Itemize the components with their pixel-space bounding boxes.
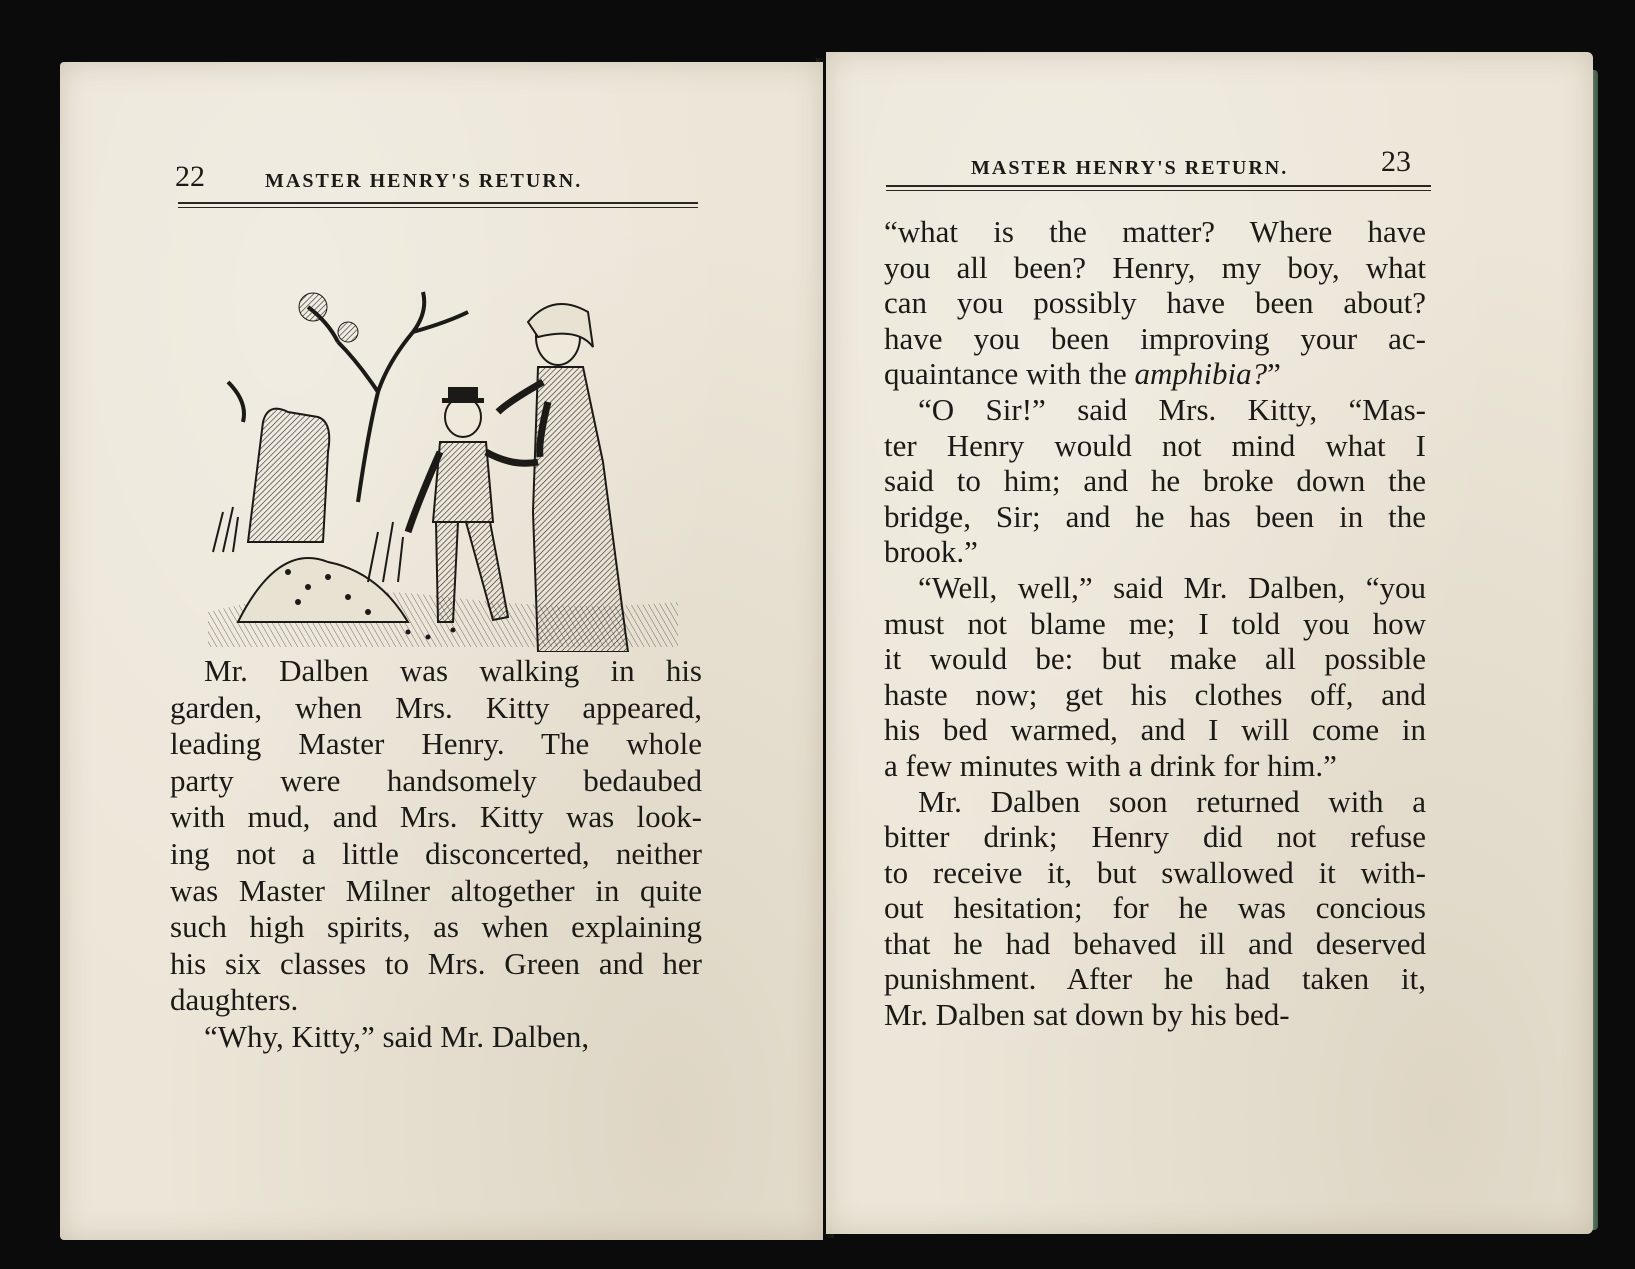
- text-line: his bed warmed, and I will come in: [884, 712, 1426, 748]
- text-line: “Well, well,” said Mr. Dalben, “you: [918, 569, 1426, 605]
- text-line: ter Henry would not mind what I: [884, 427, 1426, 463]
- paragraph-2: [170, 1019, 702, 1056]
- text-line: daughters.: [170, 982, 299, 1018]
- text-line: have you been improving your ac-: [884, 320, 1426, 356]
- text-line: with mud, and Mrs. Kitty was look-: [170, 799, 702, 835]
- right-page: [826, 52, 1593, 1234]
- text-line: bitter drink; Henry did not refuse: [884, 819, 1426, 855]
- running-title-right: MASTER HENRY'S RETURN.: [971, 157, 1289, 179]
- text-line: brook.”: [884, 534, 978, 570]
- text-line: garden, when Mrs. Kitty appeared,: [170, 689, 702, 725]
- italic-word: amphibia?: [1134, 356, 1268, 392]
- text-line: leading Master Henry. The whole: [170, 726, 702, 762]
- text-line: “what is the matter? Where have: [884, 214, 1426, 249]
- right-page-text: [884, 214, 1426, 1033]
- text-line: his six classes to Mrs. Green and her: [170, 945, 702, 981]
- text-line: out hesitation; for he was concious: [884, 890, 1426, 926]
- text-line: “O Sir!” said Mrs. Kitty, “Mas-: [918, 391, 1426, 427]
- text-line: ing not a little disconcerted, neither: [170, 835, 702, 871]
- text-line: that he had behaved ill and deserved: [884, 925, 1426, 961]
- text-line: Mr. Dalben was walking in his: [204, 653, 702, 688]
- header-rule-left: [178, 202, 698, 208]
- text-line: to receive it, but swallowed it with-: [884, 854, 1426, 890]
- woodcut-illustration: [208, 252, 678, 652]
- text-line: must not blame me; I told you how: [884, 605, 1426, 641]
- text-line: party were handsomely bedaubed: [170, 762, 702, 798]
- paragraph-1: [170, 653, 702, 1019]
- text-line: “Why, Kitty,” said Mr. Dalben,: [204, 1018, 590, 1054]
- text-line: haste now; get his clothes off, and: [884, 676, 1426, 712]
- left-page-text: [170, 653, 702, 1056]
- running-title-left: MASTER HENRY'S RETURN.: [265, 170, 583, 192]
- page-number-left: 22: [175, 160, 205, 193]
- text-line: quaintance with the amphibia?”: [884, 356, 1281, 392]
- text-line: it would be: but make all possible: [884, 641, 1426, 677]
- text-line: punishment. After he had taken it,: [884, 961, 1426, 997]
- header-rule-right: [886, 185, 1431, 191]
- text-line: a few minutes with a drink for him.”: [884, 747, 1337, 783]
- text-line: can you possibly have been about?: [884, 285, 1426, 321]
- text-line: Mr. Dalben sat down by his bed-: [884, 997, 1290, 1033]
- text-line: you all been? Henry, my boy, what: [884, 249, 1426, 285]
- text-line: said to him; and he broke down the: [884, 463, 1426, 499]
- text-line: was Master Milner altogether in quite: [170, 872, 702, 908]
- closing-quote: ”: [1267, 356, 1281, 392]
- text-line: bridge, Sir; and he has been in the: [884, 498, 1426, 534]
- text-line: such high spirits, as when explaining: [170, 909, 702, 945]
- left-page: [60, 62, 823, 1240]
- page-number-right: 23: [1381, 145, 1411, 178]
- text-line: Mr. Dalben soon returned with a: [918, 783, 1426, 819]
